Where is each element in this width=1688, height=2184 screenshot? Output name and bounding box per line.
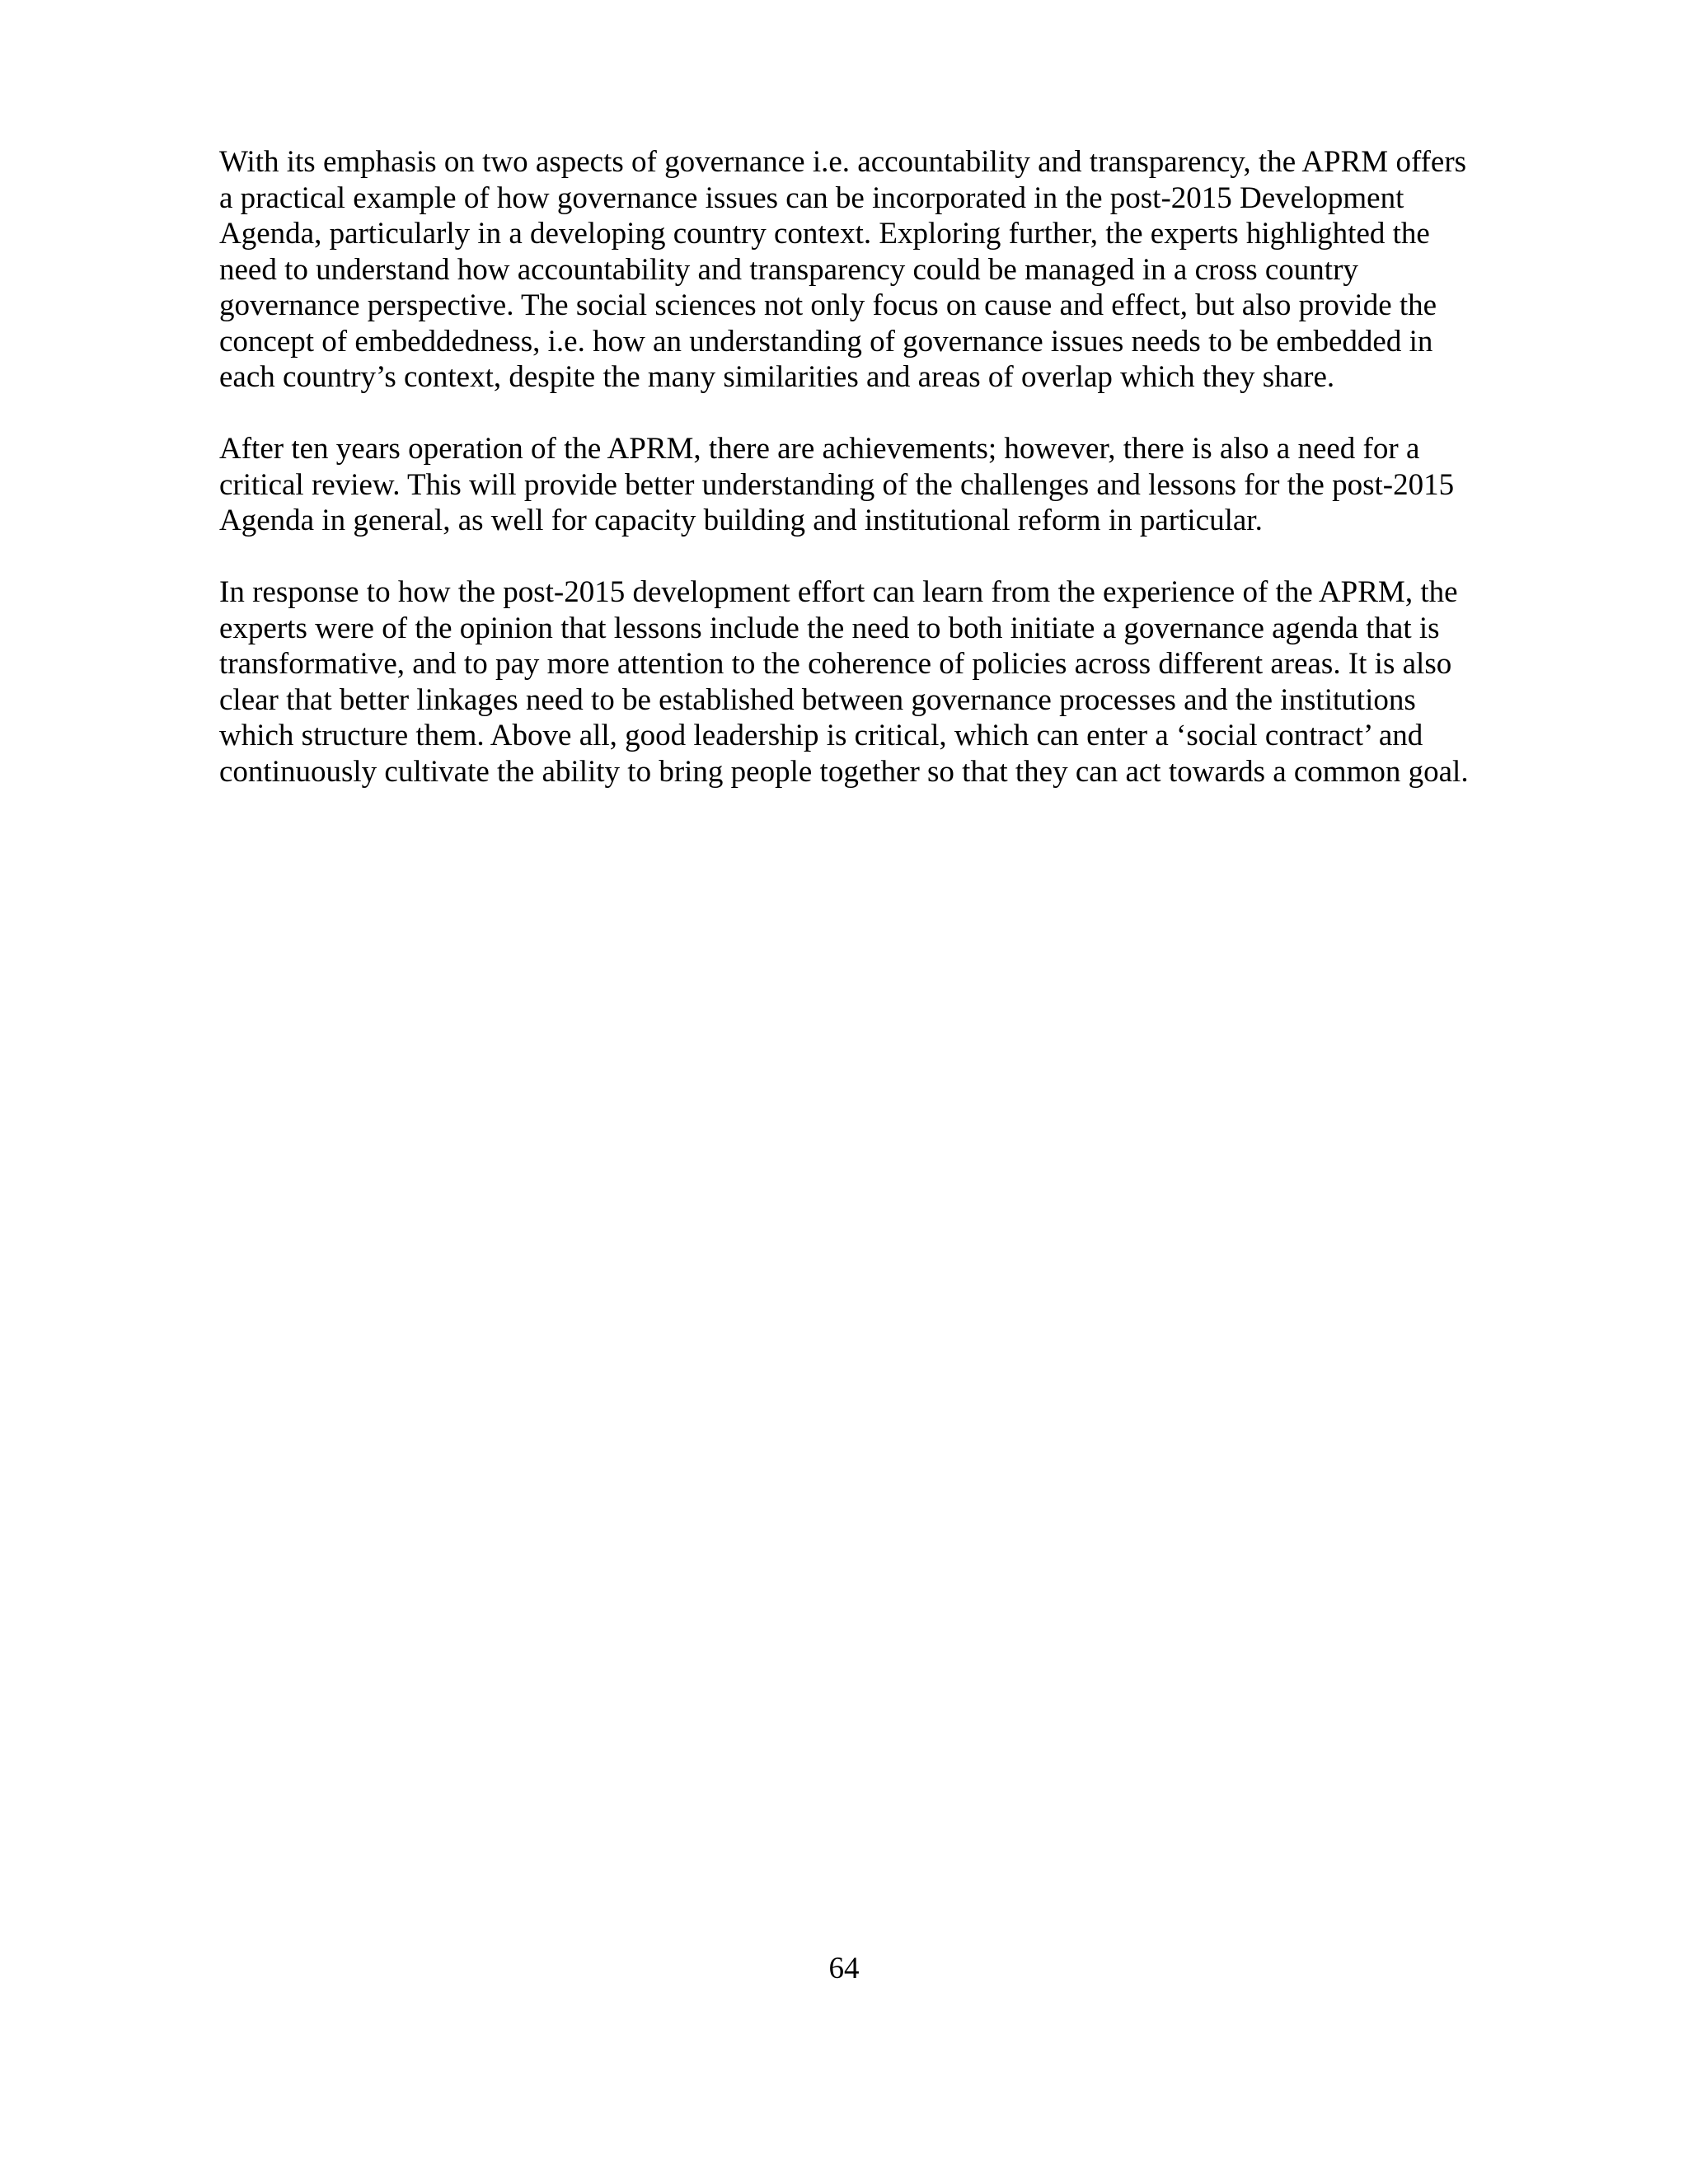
page-number: 64 xyxy=(828,1952,860,1985)
page-body xyxy=(219,144,1480,826)
paragraph-ten-years-operation: After ten years operation of the APRM, there are achievements; however, there is also a need for a critical review. This will provide better understanding of the challenges and lessons for the post-2015 Agenda in general, as well for capacity building and institutional reform in particular. xyxy=(219,432,1455,537)
paragraph-post-2015-lessons: In response to how the post-2015 development effort can learn from the experience of the APRM, the experts were of the opinion that lessons include the need to both initiate a governance agenda that is transformative, and to pay more attention to the coherence of policies across different areas. It is also clear that better linkages need to be established between governance processes and the institutions which structure them. Above all, good leadership is critical, which can enter a ‘social contract’ and continuously cultivate the ability to bring people together so that they can act towards a common goal. xyxy=(219,575,1469,789)
paragraph-aprm-emphasis: With its emphasis on two aspects of governance i.e. accountability and transparency, the APRM offers a practical example of how governance issues can be incorporated in the post-2015 Development Agenda, particularly in a developing country context. Exploring further, the experts highlighted the need to understand how accountability and transparency could be managed in a cross country governance perspective. The social sciences not only focus on cause and effect, but also provide the concept of embeddedness, i.e. how an understanding of governance issues needs to be embedded in each country’s context, despite the many similarities and areas of overlap which they share. xyxy=(219,145,1467,394)
